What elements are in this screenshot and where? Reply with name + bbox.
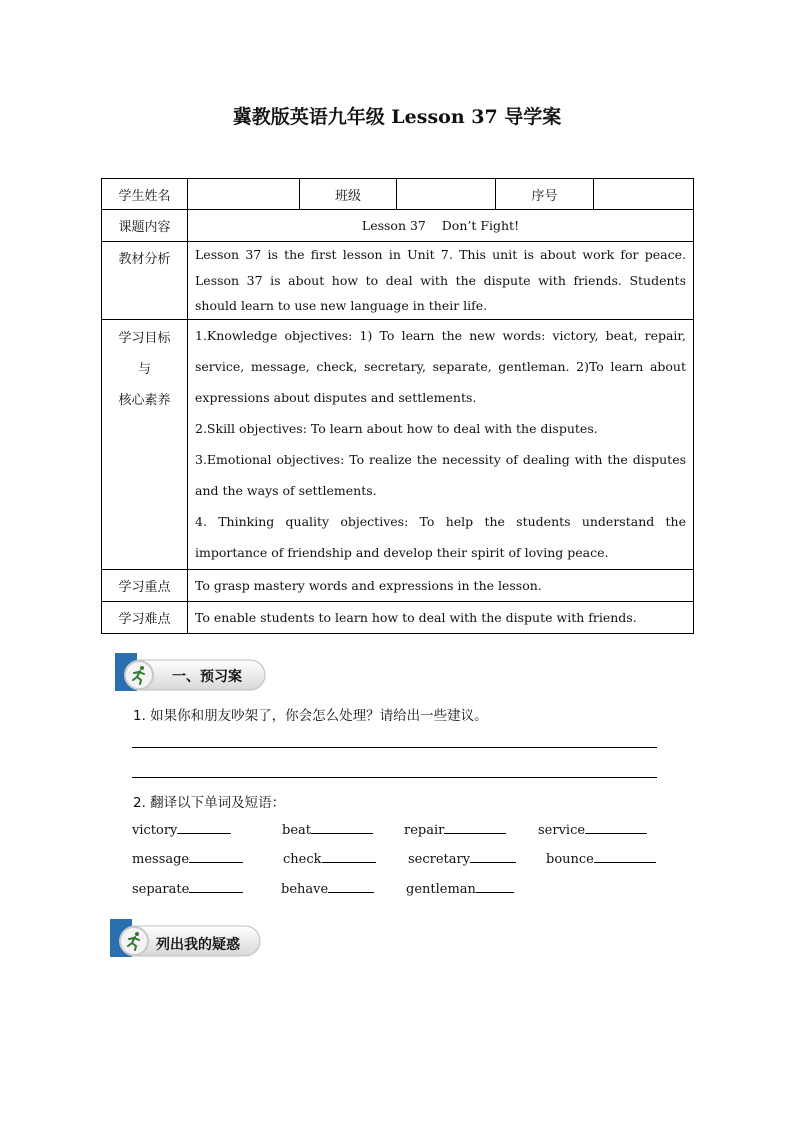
goals-label-line-2: 与 xyxy=(137,361,151,377)
vocab-item: separate xyxy=(132,880,243,897)
student-name-label: 学生姓名 xyxy=(102,179,188,210)
difficulty-text: To enable students to learn how to deal with the dispute with friends. xyxy=(188,601,694,633)
seat-number-field[interactable] xyxy=(594,179,694,210)
answer-line-1[interactable] xyxy=(132,747,657,748)
vocab-item: beat xyxy=(282,821,373,838)
vocab-blank[interactable] xyxy=(444,821,506,834)
topic-value: Lesson 37 Don’t Fight! xyxy=(188,210,694,242)
vocab-blank[interactable] xyxy=(189,850,243,863)
analysis-text: Lesson 37 is the first lesson in Unit 7. This unit is about work for peace. Lesson 37 is about how to deal with the dispute with friends. Students should learn to use new language in their life. xyxy=(188,242,694,320)
info-table xyxy=(101,178,694,634)
goals-content xyxy=(188,319,694,569)
vocab-blank[interactable] xyxy=(470,850,516,863)
focus-text: To grasp mastery words and expressions in the lesson. xyxy=(188,569,694,601)
vocab-item: check xyxy=(283,850,376,867)
goals-label-line-1: 学习目标 xyxy=(118,330,171,346)
seat-number-label: 序号 xyxy=(496,179,594,210)
vocab-item: repair xyxy=(404,821,506,838)
vocab-blank[interactable] xyxy=(189,880,243,893)
vocab-blank[interactable] xyxy=(476,880,514,893)
goal-skill: 2.Skill objectives: To learn about how to deal with the disputes. xyxy=(195,421,598,436)
vocab-blank[interactable] xyxy=(322,850,376,863)
page-title: 冀教版英语九年级 Lesson 37 导学案 xyxy=(232,106,562,128)
class-label: 班级 xyxy=(300,179,397,210)
question-2: 2. 翻译以下单词及短语： xyxy=(133,795,286,811)
class-field[interactable] xyxy=(397,179,496,210)
vocab-item: bounce xyxy=(546,850,656,867)
vocab-item: message xyxy=(132,850,243,867)
answer-line-2[interactable] xyxy=(132,777,657,778)
vocab-item: behave xyxy=(281,880,374,897)
topic-label: 课题内容 xyxy=(102,210,188,242)
vocab-blank[interactable] xyxy=(177,821,231,834)
vocab-blank[interactable] xyxy=(328,880,374,893)
goal-emotional: 3.Emotional objectives: To realize the necessity of dealing with the disputes and the ways of settlements. xyxy=(195,452,686,498)
focus-label: 学习重点 xyxy=(102,569,188,601)
vocab-item: service xyxy=(538,821,647,838)
vocab-blank[interactable] xyxy=(585,821,647,834)
doubts-section-heading: 列出我的疑惑 xyxy=(156,937,240,953)
vocab-blank[interactable] xyxy=(594,850,656,863)
goals-label xyxy=(102,319,188,569)
goal-thinking: 4. Thinking quality objectives: To help the students understand the importance of friendship and develop their spirit of loving peace. xyxy=(195,514,686,560)
vocab-blank[interactable] xyxy=(311,821,373,834)
student-name-field[interactable] xyxy=(188,179,300,210)
vocab-item: victory xyxy=(132,821,231,838)
vocab-item: gentleman xyxy=(406,880,514,897)
preview-section-heading: 一、预习案 xyxy=(172,669,242,685)
goals-label-line-3: 核心素养 xyxy=(118,392,171,408)
difficulty-label: 学习难点 xyxy=(102,601,188,633)
goal-knowledge: 1.Knowledge objectives: 1) To learn the new words: victory, beat, repair, service, message, check, secretary, separate, gentleman. 2)To learn about expressions about disputes and settlements. xyxy=(195,328,686,405)
analysis-label: 教材分析 xyxy=(102,242,188,320)
vocab-item: secretary xyxy=(408,850,516,867)
question-1: 1. 如果你和朋友吵架了，你会怎么处理？请给出一些建议。 xyxy=(133,708,488,724)
